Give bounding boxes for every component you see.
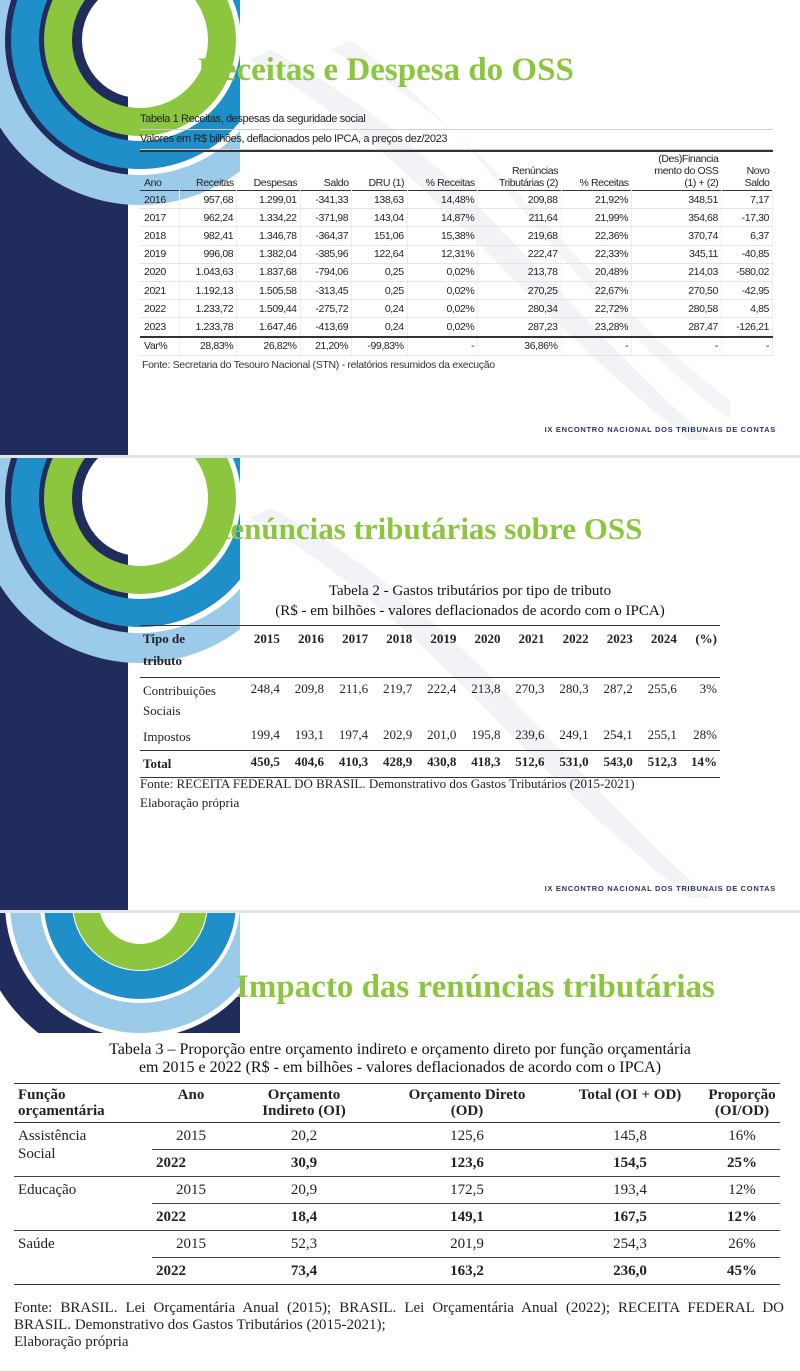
table-cell: 222,47: [478, 245, 561, 263]
table-cell: 404,6: [294, 754, 324, 769]
table-cell-pct: 14%: [691, 754, 717, 769]
table-cell: 26%: [728, 1236, 756, 1252]
table-header-row: [140, 626, 720, 678]
table-cell: 0,25: [352, 281, 408, 299]
table-cell: 280,3: [559, 681, 589, 696]
table-cell: 280,34: [478, 300, 561, 318]
table-cell: 22,67%: [561, 281, 632, 299]
table-cell: 348,51: [632, 191, 722, 209]
table-cell: 2015: [176, 1182, 206, 1198]
table-cell: -580,02: [721, 263, 772, 281]
table-cell: 962,24: [179, 209, 236, 227]
table-cell: 0,02%: [407, 300, 478, 318]
table-cell: 45%: [727, 1263, 757, 1279]
table-cell: -275,72: [300, 300, 352, 318]
col-ano: Ano: [177, 1087, 205, 1103]
table-row: [140, 724, 720, 751]
table-row-var: [140, 337, 773, 356]
table-cell: 410,3: [338, 754, 369, 769]
table-cell: 21,92%: [561, 191, 632, 209]
col-dru: DRU (1): [368, 177, 405, 189]
table-cell: 193,1: [294, 727, 324, 742]
table-cell: 20,48%: [561, 263, 632, 281]
table-cell: 512,3: [647, 754, 677, 769]
table-cell: -: [407, 337, 478, 356]
table-row: [140, 318, 773, 337]
table-cell: 4,85: [721, 300, 772, 318]
table-cell: -413,69: [300, 318, 352, 337]
table-cell: 270,50: [632, 281, 722, 299]
row-label: Total: [143, 756, 172, 771]
table-cell: 138,63: [352, 191, 408, 209]
table-cell: 428,9: [382, 754, 413, 769]
table-cell: 52,3: [290, 1236, 318, 1252]
table-cell: 125,6: [450, 1128, 484, 1144]
table-cell: 287,47: [632, 318, 722, 337]
table-cell: 214,03: [632, 263, 722, 281]
table-cell: 1.233,72: [179, 300, 236, 318]
table-cell: 1.505,58: [237, 281, 300, 299]
table-cell: 2018: [140, 227, 179, 245]
table-cell: 211,6: [339, 681, 369, 696]
table-header-row: [14, 1084, 780, 1123]
table-cell: 20,2: [290, 1128, 318, 1144]
table-cell: 14,87%: [407, 209, 478, 227]
table-subcaption: Valores em R$ bilhões, deflacionados pelo IPCA, a preços dez/2023: [140, 130, 773, 150]
table-cell: 2019: [140, 245, 179, 263]
table-cell: 270,25: [478, 281, 561, 299]
table-cell: 143,04: [352, 209, 408, 227]
table-source: Fonte: Secretaria do Tesouro Nacional (STN) - relatórios resumidos da execução: [142, 358, 495, 371]
col-pct-receitas-2: % Receitas: [579, 177, 629, 189]
table-row: [140, 191, 773, 209]
table-row: [14, 1231, 780, 1258]
table-cell: 450,5: [250, 754, 280, 769]
table-cell: Var%: [140, 337, 179, 356]
table-caption: Tabela 2 - Gastos tributários por tipo de tributo: [328, 583, 612, 599]
table-cell: 193,4: [613, 1182, 647, 1198]
table-receitas-despesas: [140, 110, 773, 371]
table-cell: 0,02%: [407, 281, 478, 299]
table-source: [140, 774, 635, 812]
table-cell: -: [561, 337, 632, 356]
table-row: [140, 281, 773, 299]
table-cell: 211,64: [478, 209, 561, 227]
table-cell: 254,1: [603, 727, 633, 742]
table-caption: [0, 1041, 800, 1077]
caption-line: em 2015 e 2022 (R$ - em bilhões - valores deflacionados de acordo com o IPCA): [138, 1059, 662, 1076]
table-cell: 163,2: [450, 1263, 484, 1279]
row-label: Educação: [18, 1182, 77, 1198]
table-cell: 21,20%: [300, 337, 352, 356]
table-cell: 2022: [156, 1155, 186, 1171]
col-renuncias: Renúncias Tributárias (2): [499, 165, 559, 189]
table-cell: 21,99%: [561, 209, 632, 227]
table-cell: 222,4: [427, 681, 457, 696]
col-year: 2020: [474, 631, 501, 646]
table-cell: 531,0: [559, 754, 589, 769]
table-cell: 1.334,22: [237, 209, 300, 227]
table-cell: -385,96: [300, 245, 352, 263]
table-cell: 2023: [140, 318, 179, 337]
table-row: [14, 1177, 780, 1204]
source-line: Fonte: BRASIL. Lei Orçamentária Anual (2015); BRASIL. Lei Orçamentária Anual (2022); RECEITA FEDERAL DO BRASIL. Demonstrativo dos Gastos Tributários (2015-2021);: [14, 1300, 784, 1333]
table-cell: 122,64: [352, 245, 408, 263]
slide-title: Receitas e Despesa do OSS: [198, 52, 574, 88]
event-footer: IX ENCONTRO NACIONAL DOS TRIBUNAIS DE CONTAS: [544, 884, 776, 893]
row-label: Contribuições Sociais: [143, 683, 216, 718]
source-line: Elaboração própria: [14, 1334, 129, 1350]
table-row: [140, 209, 773, 227]
table-cell: 430,8: [427, 754, 457, 769]
table-cell: 236,0: [613, 1263, 647, 1279]
table-cell: 254,3: [613, 1236, 647, 1252]
table-cell: 213,8: [471, 681, 501, 696]
table-cell: 2016: [140, 191, 179, 209]
table-caption: Tabela 1 Receitas, despesas da seguridade social: [140, 110, 773, 130]
table-cell: 149,1: [450, 1209, 484, 1225]
table-cell: -: [632, 337, 722, 356]
table-row: [140, 263, 773, 281]
table-cell: 201,9: [450, 1236, 484, 1252]
table-cell: 23,28%: [561, 318, 632, 337]
table-cell: 957,68: [179, 191, 236, 209]
col-novo-saldo: Novo Saldo: [744, 165, 770, 189]
table-cell: -364,37: [300, 227, 352, 245]
table-cell: 209,8: [294, 681, 324, 696]
data-table-1: [140, 150, 773, 356]
table-cell: 0,24: [352, 318, 408, 337]
col-saldo: Saldo: [323, 177, 349, 189]
table-cell: 543,0: [603, 754, 633, 769]
col-proporcao: Proporção (OI/OD): [708, 1087, 776, 1119]
table-source: [14, 1300, 784, 1351]
table-cell: 280,58: [632, 300, 722, 318]
table-cell: 1.509,44: [237, 300, 300, 318]
table-cell: 12%: [727, 1209, 757, 1225]
table-cell: 1.233,78: [179, 318, 236, 337]
table-row: [140, 245, 773, 263]
table-cell: -313,45: [300, 281, 352, 299]
slide-title: Impacto das renúncias tributárias: [236, 969, 715, 1005]
table-row: [140, 227, 773, 245]
col-year: 2019: [430, 631, 457, 646]
table-cell: 197,4: [338, 727, 369, 742]
table-cell: 25%: [727, 1155, 757, 1171]
col-year: 2021: [518, 631, 545, 646]
table-cell: 1.837,68: [237, 263, 300, 281]
decorative-arcs: [0, 913, 240, 1033]
table-cell: 209,88: [478, 191, 561, 209]
col-year: 2018: [386, 631, 413, 646]
table-cell: 123,6: [450, 1155, 484, 1171]
table-cell: -371,98: [300, 209, 352, 227]
slide-title: Renúncias tributárias sobre OSS: [208, 511, 643, 546]
table-cell: 0,02%: [407, 318, 478, 337]
table-cell: 239,6: [515, 727, 545, 742]
table-cell: 0,24: [352, 300, 408, 318]
table-cell: 418,3: [471, 754, 501, 769]
table-cell: 26,82%: [237, 337, 300, 356]
table-cell: 201,0: [427, 727, 457, 742]
table-cell: 1.382,04: [237, 245, 300, 263]
table-row: [140, 300, 773, 318]
col-year: 2022: [562, 631, 589, 646]
table-cell-pct: 28%: [693, 727, 717, 742]
table-cell: 354,68: [632, 209, 722, 227]
table-cell: 195,8: [471, 727, 501, 742]
table-cell: 73,4: [290, 1263, 318, 1279]
col-receitas: Receitas: [196, 177, 234, 189]
table-cell: 151,06: [352, 227, 408, 245]
row-label: Saúde: [18, 1236, 55, 1252]
col-pct-receitas: % Receitas: [425, 177, 475, 189]
col-year: 2016: [298, 631, 324, 646]
col-funcao: Função orçamentária: [18, 1087, 105, 1119]
table-cell: 1.346,78: [237, 227, 300, 245]
table-cell: 15,38%: [407, 227, 478, 245]
table-cell: 14,48%: [407, 191, 478, 209]
col-oi: Orçamento Indireto (OI): [262, 1087, 346, 1119]
table-cell: -42,95: [721, 281, 772, 299]
row-label: Assistência Social: [18, 1128, 87, 1162]
table-cell: 249,1: [559, 727, 589, 742]
col-tipo-tributo: Tipo de tributo: [143, 631, 186, 668]
table-cell: 1.647,46: [237, 318, 300, 337]
table-cell: 154,5: [613, 1155, 647, 1171]
table-cell: 18,4: [290, 1209, 318, 1225]
data-table-2: [140, 625, 720, 778]
table-cell: 512,6: [515, 754, 545, 769]
table-cell: 2021: [140, 281, 179, 299]
col-year: 2023: [606, 631, 633, 646]
table-cell: 370,74: [632, 227, 722, 245]
source-line: Fonte: RECEITA FEDERAL DO BRASIL. Demonstrativo dos Gastos Tributários (2015-2021): [140, 776, 635, 791]
table-cell: 345,11: [632, 245, 722, 263]
table-cell: 16%: [728, 1128, 756, 1144]
table-subcaption: (R$ - em bilhões - valores deflacionados de acordo com o IPCA): [275, 603, 665, 619]
col-pct: (%): [695, 631, 717, 646]
table-cell: 270,3: [515, 681, 545, 696]
table-cell: 36,86%: [478, 337, 561, 356]
table-cell: 213,78: [478, 263, 561, 281]
table-cell: 12,31%: [407, 245, 478, 263]
data-table-3: [14, 1083, 780, 1285]
table-cell: -794,06: [300, 263, 352, 281]
table-cell: 1.043,63: [179, 263, 236, 281]
table-cell: 12%: [728, 1182, 756, 1198]
table-cell: 0,02%: [407, 263, 478, 281]
table-cell: 30,9: [290, 1155, 318, 1171]
caption-line: Tabela 3 – Proporção entre orçamento indireto e orçamento direto por função orçamentária: [109, 1041, 691, 1058]
table-cell: 28,83%: [179, 337, 236, 356]
table-row: [140, 678, 720, 725]
table-cell: 2015: [176, 1236, 206, 1252]
table-cell: 2022: [156, 1209, 186, 1225]
col-year: 2017: [342, 631, 369, 646]
table-cell: 172,5: [450, 1182, 484, 1198]
table-cell: 22,72%: [561, 300, 632, 318]
table-cell: 145,8: [613, 1128, 647, 1144]
table-cell: 22,33%: [561, 245, 632, 263]
table-cell: 287,2: [603, 681, 633, 696]
table-cell: -: [721, 337, 772, 356]
table-cell: -17,30: [721, 209, 772, 227]
table-cell: 2017: [140, 209, 179, 227]
col-year: 2024: [650, 631, 677, 646]
col-despesas: Despesas: [253, 177, 298, 189]
table-cell: 202,9: [382, 727, 413, 742]
table-cell: 0,25: [352, 263, 408, 281]
table-cell: 996,08: [179, 245, 236, 263]
table-cell: 255,6: [647, 681, 677, 696]
col-year: 2015: [253, 631, 280, 646]
table-header-row: [140, 151, 773, 191]
table-cell: -126,21: [721, 318, 772, 337]
table-cell: 219,7: [382, 681, 413, 696]
col-od: Orçamento Direto (OD): [408, 1087, 526, 1119]
table-cell: -99,83%: [352, 337, 408, 356]
table-cell: 982,41: [179, 227, 236, 245]
col-desfinanciamento: (Des)Financia mento do OSS (1) + (2): [654, 153, 719, 189]
row-label: Impostos: [143, 729, 191, 744]
col-total: Total (OI + OD): [578, 1087, 682, 1103]
table-cell: 7,17: [721, 191, 772, 209]
table-cell: 255,1: [647, 727, 677, 742]
table-cell: 167,5: [613, 1209, 647, 1225]
table-cell: 20,9: [290, 1182, 318, 1198]
slide-receitas-despesa: [0, 0, 800, 455]
table-cell: 22,36%: [561, 227, 632, 245]
table-cell: -341,33: [300, 191, 352, 209]
table-cell: 6,37: [721, 227, 772, 245]
table-cell: 2022: [140, 300, 179, 318]
table-cell: 199,4: [250, 727, 280, 742]
table-cell: 248,4: [250, 681, 280, 696]
table-cell: 1.299,01: [237, 191, 300, 209]
table-row: [14, 1123, 780, 1150]
table-cell: 2020: [140, 263, 179, 281]
table-cell: 287,23: [478, 318, 561, 337]
event-footer: IX ENCONTRO NACIONAL DOS TRIBUNAIS DE CONTAS: [544, 425, 776, 434]
table-cell: 2015: [176, 1128, 206, 1144]
table-cell: -40,85: [721, 245, 772, 263]
col-ano: Ano: [144, 177, 162, 189]
table-cell: 219,68: [478, 227, 561, 245]
source-line: Elaboração própria: [140, 795, 240, 810]
table-cell: 1.192,13: [179, 281, 236, 299]
table-cell-pct: 3%: [699, 681, 717, 696]
table-cell: 2022: [156, 1263, 186, 1279]
